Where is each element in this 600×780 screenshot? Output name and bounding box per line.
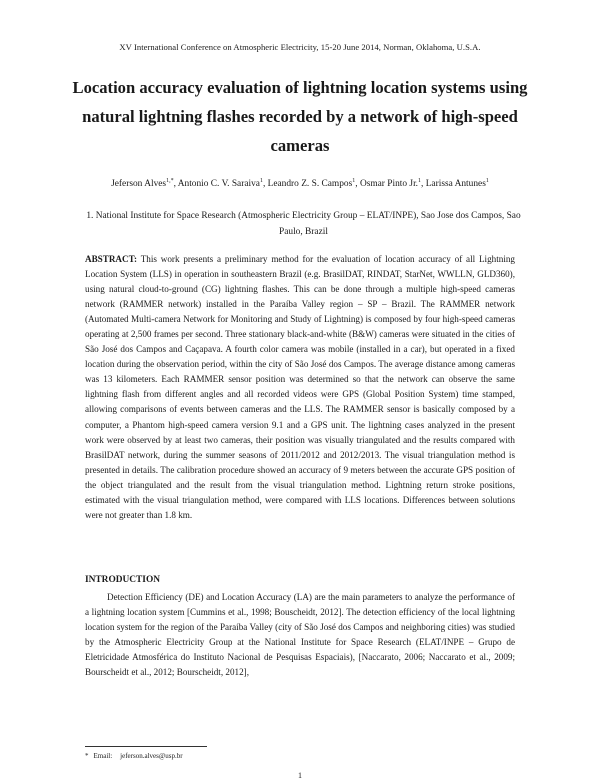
footnote-rule: [85, 746, 207, 747]
abstract-label: ABSTRACT:: [85, 254, 138, 264]
affiliation: 1. National Institute for Space Research (Atmospheric Electricity Group – ELAT/INPE), Sao Jose dos Campos, Sao Paulo, Brazil: [86, 211, 521, 237]
author-name: Larissa Antunes: [425, 179, 486, 189]
author-affiliation-mark: 1,*: [166, 178, 174, 184]
abstract: [85, 252, 515, 523]
author-affiliation-mark: 1: [352, 178, 356, 184]
author-name: Jeferson Alves: [111, 179, 167, 189]
footnote-email: jeferson.alves@usp.br: [120, 752, 183, 760]
introduction-paragraph: Detection Efficiency (DE) and Location Accuracy (LA) are the main parameters to analyze the performance of a lightning location system [Cummins et al., 1998; Bouscheidt, 2012]. The detection efficiency of the local lightning location system for the region of the Paraíba Valley (city of São José dos Campos and neighboring cities) was studied by the Atmospheric Electricity Group at the National Institute for Space Research (ELAT/INPE – Grupo de Eletricidade Atmosférica do Instituto Nacional de Pesquisas Espaciais), [Naccarato, 2006; Naccarato et al., 2009; Bourscheidt et al., 2012; Bourscheidt, 2012],: [85, 592, 515, 678]
conference-header: XV International Conference on Atmospheric Electricity, 15-20 June 2014, Norman, Oklahoma, U.S.A.: [119, 42, 481, 52]
author-affiliation-mark: 1: [259, 178, 263, 184]
author-name: Leandro Z. S. Campos: [267, 179, 353, 189]
author-list: Jeferson Alves$^{1,*}$, Antonio C. V. Saraiva$^1$, Leandro Z. S. Campos$^1$, Osmar Pinto Jr.$^1$, Larissa Antunes$^1$: [111, 178, 489, 189]
footnote-symbol: *: [85, 752, 89, 760]
footnote: [85, 752, 183, 760]
author-name: Antonio C. V. Saraiva: [177, 179, 260, 189]
footnote-label: Email:: [93, 752, 113, 760]
section-heading-introduction: INTRODUCTION: [85, 575, 161, 585]
author-affiliation-mark: 1: [418, 178, 422, 184]
paper-title: Location accuracy evaluation of lightning location systems using natural lightning flashes recorded by a network of high-speed cameras: [72, 78, 528, 155]
author-name: Osmar Pinto Jr.: [359, 179, 419, 189]
page-number: 1: [298, 771, 302, 780]
abstract-text: This work presents a preliminary method for the evaluation of location accuracy of all Lightning Location System (LLS) in operation in southeastern Brazil (e.g. BrasilDAT, RINDAT, StarNet, WWLLN, GLD360), using natural cloud-to-ground (CG) lightning flashes. This can be done through a multiple high-speed cameras network (RAMMER network) installed in the Paraíba Valley region – SP – Brazil. The RAMMER network (Automated Multi-camera Network for Monitoring and Study of Lightning) is composed by four high-speed cameras operating at 2,500 frames per second. Three stationary black-and-white (B&W) cameras were situated in the cities of São José dos Campos and Caçapava. A fourth color camera was mobile (installed in a car), but operated in a fixed location during the observation period, within the city of São José dos Campos. The average distance among cameras was 13 kilometers. Each RAMMER sensor position was determined so that the network can observe the same lightning flash from different angles and all recorded videos were GPS (Global Position System) time stamped, allowing comparisons of events between cameras and the LLS. The RAMMER sensor is basically composed by a computer, a Phantom high-speed camera version 9.1 and a GPS unit. The lightning cases analyzed in the present work were observed by at least two cameras, their position was visually triangulated and the results compared with BrasilDAT network, during the summer seasons of 2011/2012 and 2012/2013. The visual triangulation method is presented in details. The calibration procedure showed an accuracy of 9 meters between the accurate GPS position of the object triangulated and the result from the visual triangulation method. Lightning return stroke positions, estimated with the visual triangulation method, were compared with LLS locations. Differences between solutions were not greater than 1.8 km.: [85, 254, 515, 520]
author-affiliation-mark: 1: [485, 178, 489, 184]
